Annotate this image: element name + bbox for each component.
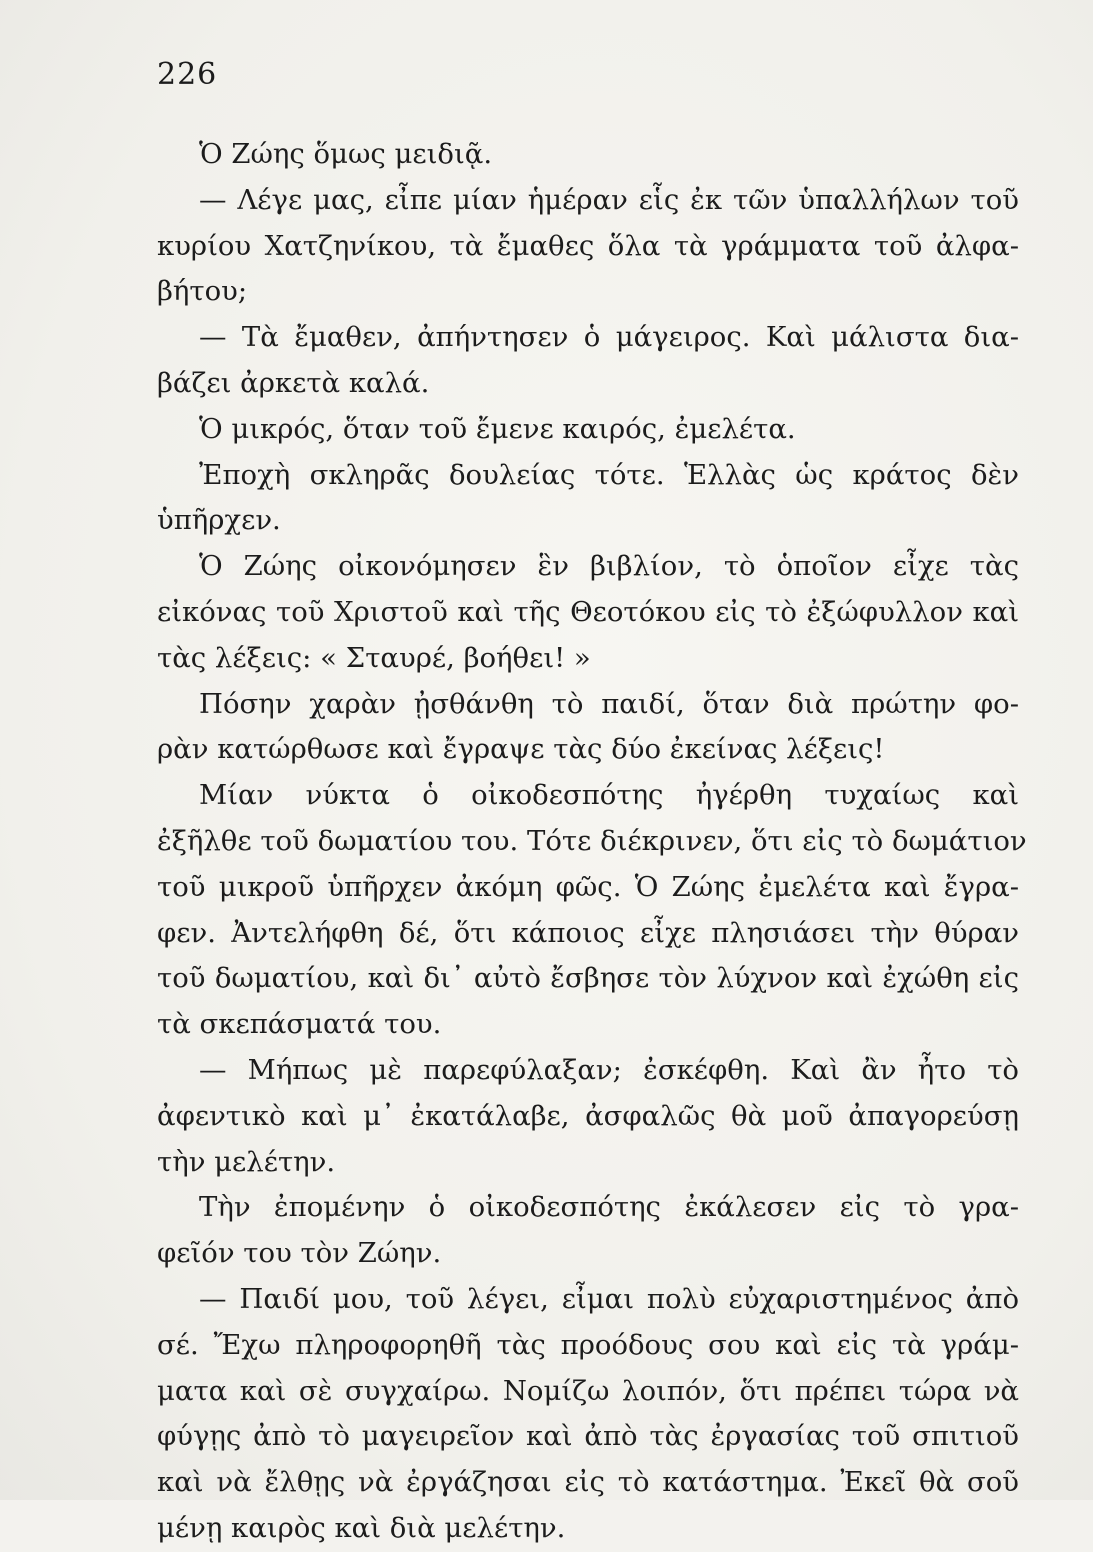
- text-line: Ἐποχὴ σκληρᾶς δουλείας τότε. Ἑλλὰς ὡς κράτος δὲν: [199, 458, 1019, 491]
- text-line: εἰκόνας τοῦ Χριστοῦ καὶ τῆς Θεοτόκου εἰς τὸ ἐξώφυλλον καὶ: [157, 595, 1019, 628]
- text-line: καὶ νὰ ἔλθῃς νὰ ἐργάζησαι εἰς τὸ κατάστημα. Ἐκεῖ θὰ σοῦ: [157, 1466, 1019, 1499]
- text-line: Ὁ Ζώης ὅμως μειδιᾷ.: [199, 138, 493, 170]
- body-text: [157, 132, 1027, 1552]
- text-line: ματα καὶ σὲ συγχαίρω. Νομίζω λοιπόν, ὅτι πρέπει τώρα νὰ: [157, 1374, 1019, 1407]
- text-line: Ὁ μικρός, ὅταν τοῦ ἔμενε καιρός, ἐμελέτα.: [199, 412, 796, 445]
- text-line: Τὴν ἐπομένην ὁ οἰκοδεσπότης ἐκάλεσεν εἰς τὸ γρα-: [199, 1191, 1019, 1224]
- text-line: τὰς λέξεις: « Σταυρέ, βοήθει! »: [157, 641, 591, 674]
- text-line: μένῃ καιρὸς καὶ διὰ μελέτην.: [157, 1511, 566, 1544]
- text-line: — Λέγε μας, εἶπε μίαν ἡμέραν εἷς ἐκ τῶν ὑπαλλήλων τοῦ: [199, 183, 1019, 216]
- text-line: φεῖόν του τὸν Ζώην.: [157, 1237, 442, 1270]
- text-line: βάζει ἀρκετὰ καλά.: [157, 366, 430, 399]
- text-line: — Τὰ ἔμαθεν, ἀπήντησεν ὁ μάγειρος. Καὶ μάλιστα δια-: [199, 321, 1019, 354]
- text-line: — Παιδί μου, τοῦ λέγει, εἶμαι πολὺ εὐχαριστημένος ἀπὸ: [199, 1282, 1019, 1315]
- text-line: ἐξῆλθε τοῦ δωματίου του. Τότε διέκρινεν, ὅτι εἰς τὸ δωμάτιον: [157, 824, 1027, 857]
- text-line: τὰ σκεπάσματά του.: [157, 1008, 442, 1041]
- text-line: Πόσην χαρὰν ᾐσθάνθη τὸ παιδί, ὅταν διὰ πρώτην φο-: [199, 687, 1019, 720]
- text-line: τὴν μελέτην.: [157, 1145, 336, 1178]
- text-line: ὑπῆρχεν.: [157, 504, 281, 537]
- page-number: 226: [157, 57, 218, 92]
- text-line: τοῦ μικροῦ ὑπῆρχεν ἀκόμη φῶς. Ὁ Ζώης ἐμελέτα καὶ ἔγρα-: [157, 870, 1019, 903]
- text-line: Μίαν νύκτα ὁ οἰκοδεσπότης ἠγέρθη τυχαίως καὶ: [199, 779, 1019, 812]
- text-line: ἀφεντικὸ καὶ μ᾽ ἐκατάλαβε, ἀσφαλῶς θὰ μοῦ ἀπαγορεύσῃ: [157, 1099, 1019, 1132]
- text-line: — Μήπως μὲ παρεφύλαξαν; ἐσκέφθη. Καὶ ἂν ἦτο τὸ: [199, 1053, 1019, 1086]
- text-line: τοῦ δωματίου, καὶ δι᾽ αὐτὸ ἔσβησε τὸν λύχνον καὶ ἐχώθη εἰς: [157, 962, 1019, 995]
- text-line: Ὁ Ζώης οἰκονόμησεν ἓν βιβλίον, τὸ ὁποῖον εἶχε τὰς: [199, 550, 1019, 583]
- text-line: φεν. Ἀντελήφθη δέ, ὅτι κάποιος εἶχε πλησιάσει τὴν θύραν: [157, 916, 1019, 949]
- text-line: κυρίου Χατζηνίκου, τὰ ἔμαθες ὅλα τὰ γράμματα τοῦ ἀλφα-: [157, 229, 1019, 262]
- text-line: σέ. Ἔχω πληροφορηθῆ τὰς προόδους σου καὶ εἰς τὰ γράμ-: [157, 1328, 1019, 1361]
- text-line: ρὰν κατώρθωσε καὶ ἔγραψε τὰς δύο ἐκείνας λέξεις!: [157, 733, 885, 766]
- text-line: φύγῃς ἀπὸ τὸ μαγειρεῖον καὶ ἀπὸ τὰς ἐργασίας τοῦ σπιτιοῦ: [157, 1420, 1019, 1453]
- text-line: βήτου;: [157, 275, 248, 308]
